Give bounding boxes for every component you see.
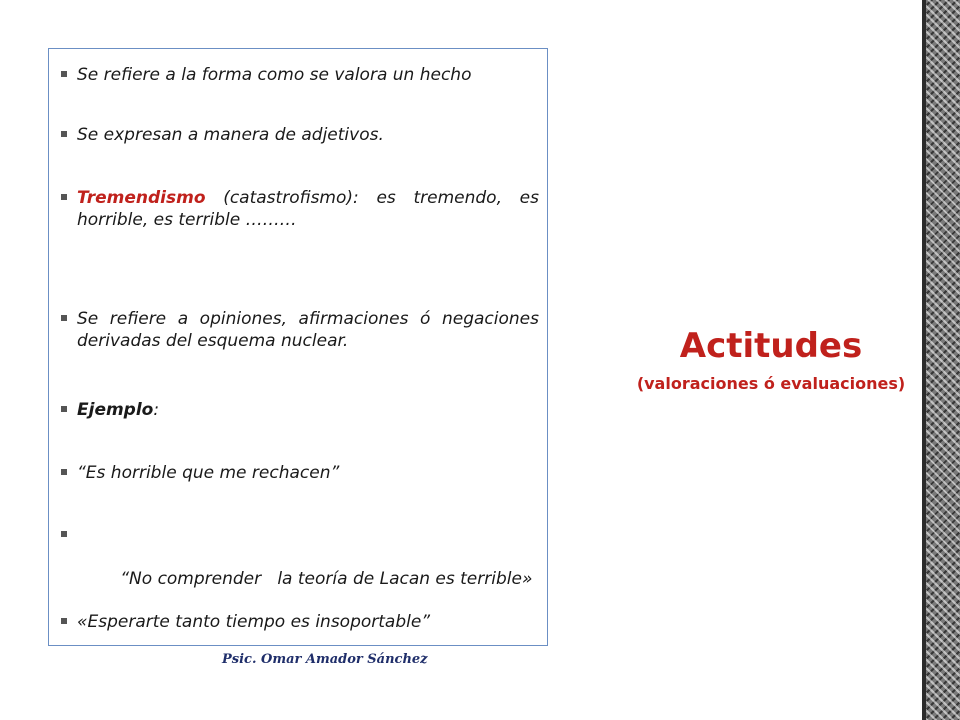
bullet-text: «Esperarte tanto tiempo es insoportable”	[77, 612, 431, 632]
bullet-item	[59, 399, 539, 421]
bullet-text: “Es horrible que me rechacen”	[77, 463, 340, 483]
bullet-text: Se refiere a opiniones, afirmaciones ó negaciones derivadas del esquema nuclear.	[77, 309, 539, 351]
square-bullet-icon	[61, 315, 67, 321]
bullet-highlight: Tremendismo	[77, 188, 206, 208]
square-bullet-icon	[61, 618, 67, 624]
bullet-bold: Ejemplo	[77, 400, 154, 420]
bullet-text: Se expresan a manera de adjetivos.	[77, 125, 384, 145]
bullet-text: (catastrofismo): es tremendo, es horrible, es terrible ………	[77, 188, 539, 230]
square-bullet-icon	[61, 406, 67, 412]
bullet-item	[59, 308, 539, 352]
square-bullet-icon	[61, 131, 67, 137]
slide-title: Actitudes	[679, 326, 863, 366]
bullet-item	[59, 462, 539, 484]
bullet-text: Se refiere a la forma como se valora un hecho	[77, 65, 472, 85]
bullet-item	[59, 187, 539, 231]
bullet-item	[59, 124, 539, 146]
slide-subtitle: (valoraciones ó evaluaciones)	[636, 374, 906, 393]
bullet-item	[59, 524, 539, 612]
bullet-text: :	[153, 400, 160, 420]
bullet-text: “No comprender la teoría de Lacan es terrible»	[120, 569, 533, 589]
square-bullet-icon	[61, 194, 67, 200]
square-bullet-icon	[61, 531, 67, 537]
square-bullet-icon	[61, 469, 67, 475]
bullet-text-box	[48, 48, 548, 646]
bullet-item	[59, 64, 539, 86]
author-footer: Psic. Omar Amador Sánchez	[222, 652, 428, 667]
decorative-stripe	[926, 0, 960, 720]
bullet-item	[59, 611, 539, 633]
square-bullet-icon	[61, 71, 67, 77]
